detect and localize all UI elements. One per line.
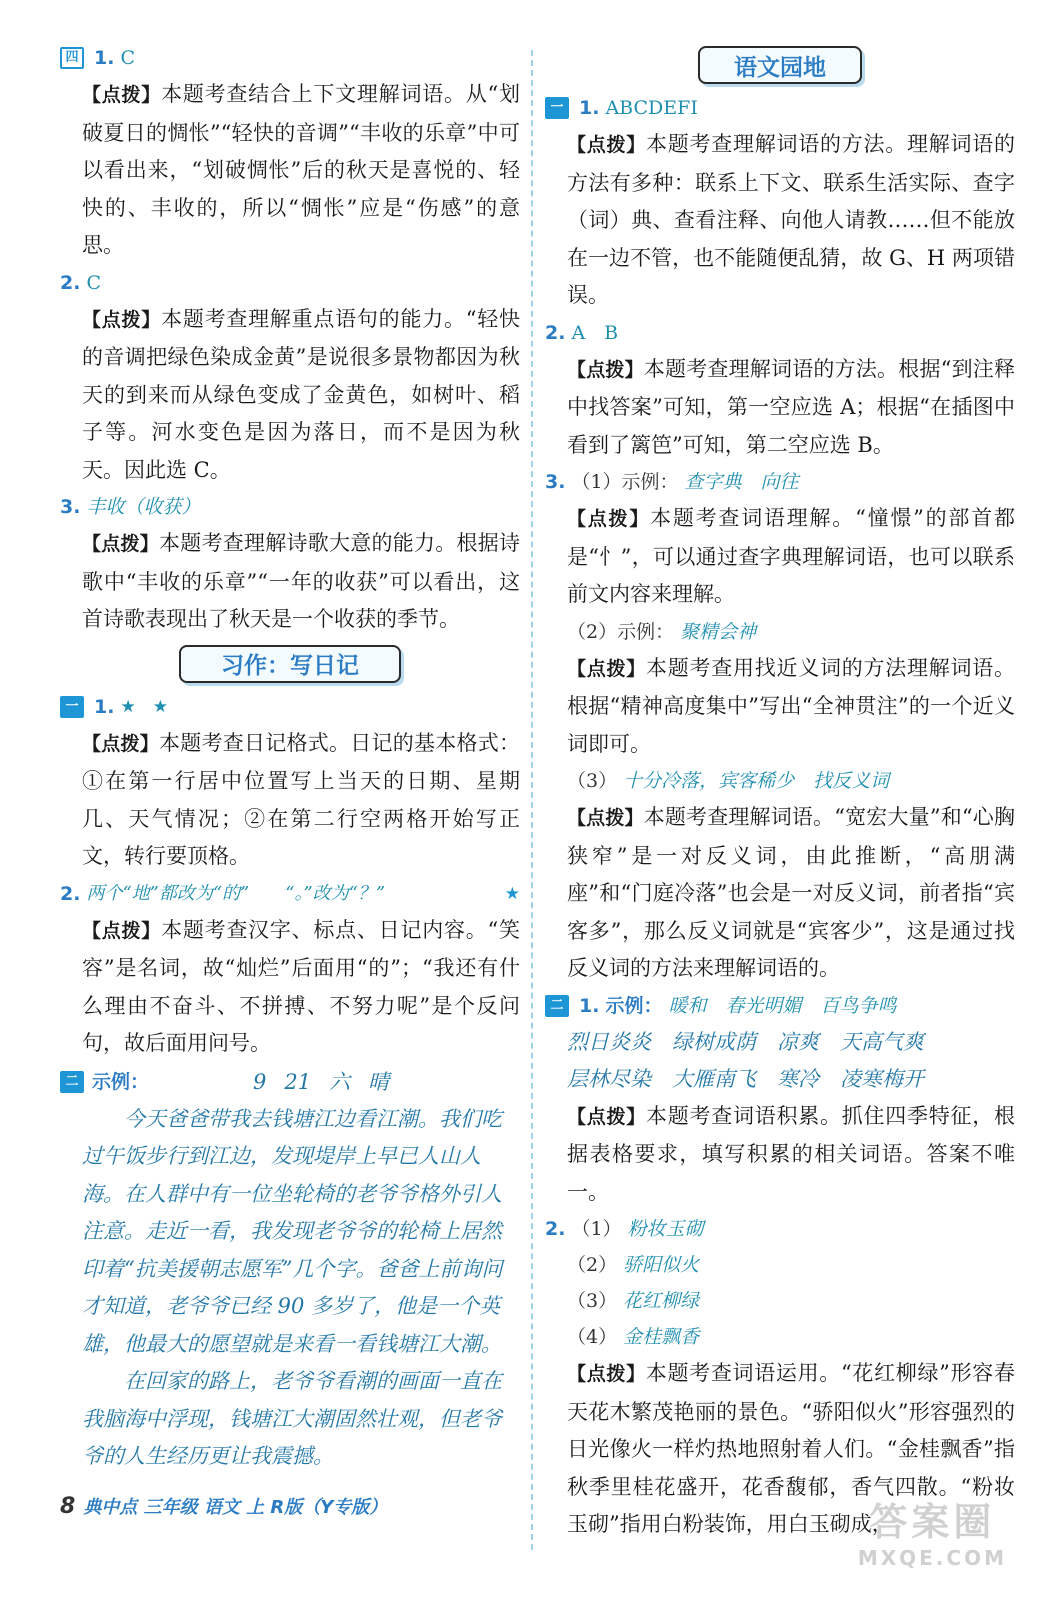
page-footer — [60, 1493, 387, 1519]
explanation — [60, 301, 520, 490]
question-number: 3. — [545, 471, 566, 493]
diary-month: 9 — [253, 1069, 267, 1094]
question-number: 1. — [94, 695, 115, 718]
answer-line — [545, 1283, 1015, 1319]
explanation — [545, 351, 1015, 465]
tip-tag: 【点拨】 — [567, 358, 644, 381]
question-x1-1 — [60, 689, 520, 725]
question-x1-2 — [60, 876, 520, 912]
column-divider — [531, 50, 533, 1550]
question-y2-2 — [545, 1211, 1015, 1247]
tip-tag: 【点拨】 — [567, 508, 651, 530]
tip-tag: 【点拨】 — [82, 308, 162, 331]
sub-label: （3） — [567, 1290, 618, 1312]
explanation — [545, 500, 1015, 614]
section-badge: 二 — [545, 995, 569, 1017]
sub-label: （1）示例： — [571, 471, 679, 493]
question-number: 2. — [545, 321, 566, 344]
section-badge: 四 — [60, 47, 84, 69]
question-number: 1. — [579, 97, 600, 119]
answer: C — [86, 271, 101, 294]
explanation — [60, 76, 520, 265]
explanation — [545, 1098, 1015, 1212]
question-number: 2. — [60, 882, 81, 905]
answer: 粉妆玉砌 — [627, 1218, 704, 1240]
answer: 查字典 向往 — [684, 471, 799, 493]
explanation-text: 本题考查结合上下文理解词语。从“划破夏日的惆怅”“轻快的音调”“丰收的乐章”中可以看出来，“划破惆怅”后的秋天是喜悦的、轻快的、丰收的，所以“惆怅”应是“伤感”的意思。 — [82, 82, 520, 257]
answer: C — [120, 47, 135, 69]
diary-weekday: 六 — [329, 1069, 351, 1094]
explanation — [60, 912, 520, 1063]
answer-words-3: 层林尽染 大雁南飞 寒冷 凌寒梅开 — [567, 1066, 924, 1091]
watermark-line-1: 答案圈 — [869, 1500, 996, 1544]
example-label: 示例： — [605, 994, 663, 1017]
watermark — [858, 1491, 1007, 1570]
tip-tag: 【点拨】 — [567, 807, 644, 829]
watermark-line-2: MXQE.COM — [857, 1546, 1007, 1570]
explanation-text: 本题考查理解词语的方法。理解词语的方法有多种：联系上下文、联系生活实际、查字（词）典、查看注释、向他人请教……但不能放在一边不管，也不能随便乱猜，故 G、H 两项错误。 — [567, 132, 1015, 307]
tip-tag: 【点拨】 — [82, 84, 162, 106]
tip-tag: 【点拨】 — [82, 732, 159, 755]
question-y1-3 — [545, 464, 1015, 500]
question-s4-1 — [60, 40, 520, 76]
answer-words-2: 烈日炎炎 绿树成荫 凉爽 天高气爽 — [567, 1029, 924, 1054]
question-number: 1. — [579, 994, 600, 1017]
explanation-text: 本题考查日记格式。日记的基本格式：①在第一行居中位置写上当天的日期、星期几、天气情况；②在第二行空两格开始写正文，转行要顶格。 — [82, 730, 520, 868]
explanation-text: 本题考查词语积累。抓住四季特征，根据表格要求，填写积累的相关词语。答案不唯一。 — [567, 1103, 1015, 1204]
answer: 聚精会神 — [680, 620, 757, 643]
answer: 金桂飘香 — [623, 1326, 700, 1348]
answer-line — [545, 1319, 1015, 1355]
star-answer: ★ ★ — [120, 696, 168, 717]
tip-tag: 【点拨】 — [82, 533, 159, 555]
answer-words-1: 暖和 春光明媚 百鸟争鸣 — [668, 994, 897, 1017]
question-y1-3-2 — [545, 614, 1015, 650]
question-number: 2. — [545, 1218, 566, 1240]
answer: 两个“地”都改为“的” “。”改为“？” — [86, 882, 386, 904]
sub-label: （4） — [567, 1326, 618, 1348]
sub-label: （1） — [571, 1218, 622, 1240]
page-number: 8 — [60, 1493, 76, 1519]
example-label: 示例： — [92, 1070, 150, 1093]
tip-tag: 【点拨】 — [567, 1105, 646, 1128]
tip-tag: 【点拨】 — [567, 134, 646, 156]
tip-tag: 【点拨】 — [567, 657, 646, 680]
question-s4-3 — [60, 489, 520, 525]
explanation-text: 本题考查理解词语的方法。根据“到注释中找答案”可知，第一空应选 A；根据“在插图中看到了篱笆”可知，第二空应选 B。 — [567, 356, 1015, 457]
left-column — [60, 40, 520, 1476]
question-y1-1 — [545, 90, 1015, 126]
diary-day: 21 — [284, 1069, 312, 1094]
answer: ABCDEFI — [605, 97, 698, 119]
answer: 十分冷落，宾客稀少 找反义词 — [623, 770, 890, 792]
answer: 骄阳似火 — [623, 1254, 700, 1276]
explanation — [545, 799, 1015, 988]
explanation — [545, 650, 1015, 764]
question-y1-3-3 — [545, 763, 1015, 799]
diary-date-line — [253, 1063, 389, 1101]
diary-paragraph-2: 在回家的路上，老爷爷看潮的画面一直在我脑海中浮现，钱塘江大潮固然壮观，但老爷爷的人生经历更让我震撼。 — [82, 1369, 502, 1468]
explanation — [545, 126, 1015, 315]
section-badge: 一 — [545, 97, 569, 119]
sub-label: （2） — [567, 1254, 618, 1276]
diary-paragraph-1: 今天爸爸带我去钱塘江边看江潮。我们吃过午饭步行到江边，发现堤岸上早已人山人海。在人群中有一位坐轮椅的老爷爷格外引人注意。走近一看，我发现老爷爷的轮椅上居然印着“抗美援朝志愿军”几个字。爸爸上前询问才知道，老爷爷已经 90 多岁了，他是一个英雄，他最大的愿望就是来看一看钱塘江大潮。 — [82, 1106, 503, 1356]
diary-header — [60, 1063, 520, 1101]
question-s4-2 — [60, 265, 520, 301]
question-y2-1 — [545, 988, 1015, 1024]
explanation-text: 本题考查理解词语。“宽宏大量”和“心胸狭窄”是一对反义词，由此推断，“高朋满座”和“门庭冷落”也会是一对反义词，前者指“宾客多”，那么反义词就是“宾客少”，这是通过找反义词的方法来理解词语的。 — [567, 805, 1015, 980]
sub-label: （3） — [567, 770, 618, 792]
explanation-text: 本题考查理解诗歌大意的能力。根据诗歌中“丰收的乐章”“一年的收获”可以看出，这首诗歌表现出了秋天是一个收获的季节。 — [82, 531, 520, 631]
explanation — [60, 725, 520, 876]
answer-line — [545, 1247, 1015, 1283]
answer: A B — [571, 321, 619, 344]
answer: 丰收（收获） — [86, 496, 201, 518]
explanation-text: 本题考查汉字、标点、日记内容。“笑容”是名词，故“灿烂”后面用“的”；“我还有什么理由不奋斗、不拼搏、不努力呢”是个反问句，故后面用问号。 — [82, 917, 520, 1055]
sub-label: （2）示例： — [567, 620, 675, 643]
book-brand: 典中点 三年级 语文 上 R版（Y专版） — [83, 1497, 388, 1518]
explanation-text: 本题考查理解重点语句的能力。“轻快的音调把绿色染成金黄”是说很多景物都因为秋天的到来而从绿色变成了金黄色，如树叶、稻子等。河水变色是因为落日，而不是因为秋天。因此选 C。 — [82, 306, 520, 482]
answer: 花红柳绿 — [623, 1290, 700, 1312]
diary-weather: 晴 — [368, 1069, 390, 1094]
question-number: 3. — [60, 496, 81, 518]
section-badge: 一 — [60, 696, 84, 718]
tip-tag: 【点拨】 — [82, 919, 162, 942]
explanation — [60, 525, 520, 639]
section-badge: 二 — [60, 1071, 84, 1093]
explanation-text: 本题考查用找近义词的方法理解词语。根据“精神高度集中”写出“全神贯注”的一个近义词即可。 — [567, 655, 1015, 756]
explanation-text: 本题考查词语运用。“花红柳绿”形容春天花木繁茂艳丽的景色。“骄阳似火”形容强烈的日光像火一样灼热地照射着人们。“金桂飘香”指秋季里桂花盛开，花香馥郁，香气四散。“粉妆玉砌”指用白粉装饰，用白玉砌成， — [567, 1361, 1015, 1536]
question-number: 1. — [94, 47, 115, 69]
right-column — [545, 40, 1015, 1544]
star-icon: ★ — [504, 883, 520, 904]
explanation-text: 本题考查词语理解。“憧憬”的部首都是“忄”，可以通过查字典理解词语，也可以联系前文内容来理解。 — [567, 506, 1015, 606]
question-y1-2 — [545, 315, 1015, 351]
section-title-yuwen: 语文园地 — [698, 46, 862, 84]
question-number: 2. — [60, 271, 81, 294]
tip-tag: 【点拨】 — [567, 1363, 646, 1385]
section-title-xizuo: 习作：写日记 — [179, 645, 401, 683]
